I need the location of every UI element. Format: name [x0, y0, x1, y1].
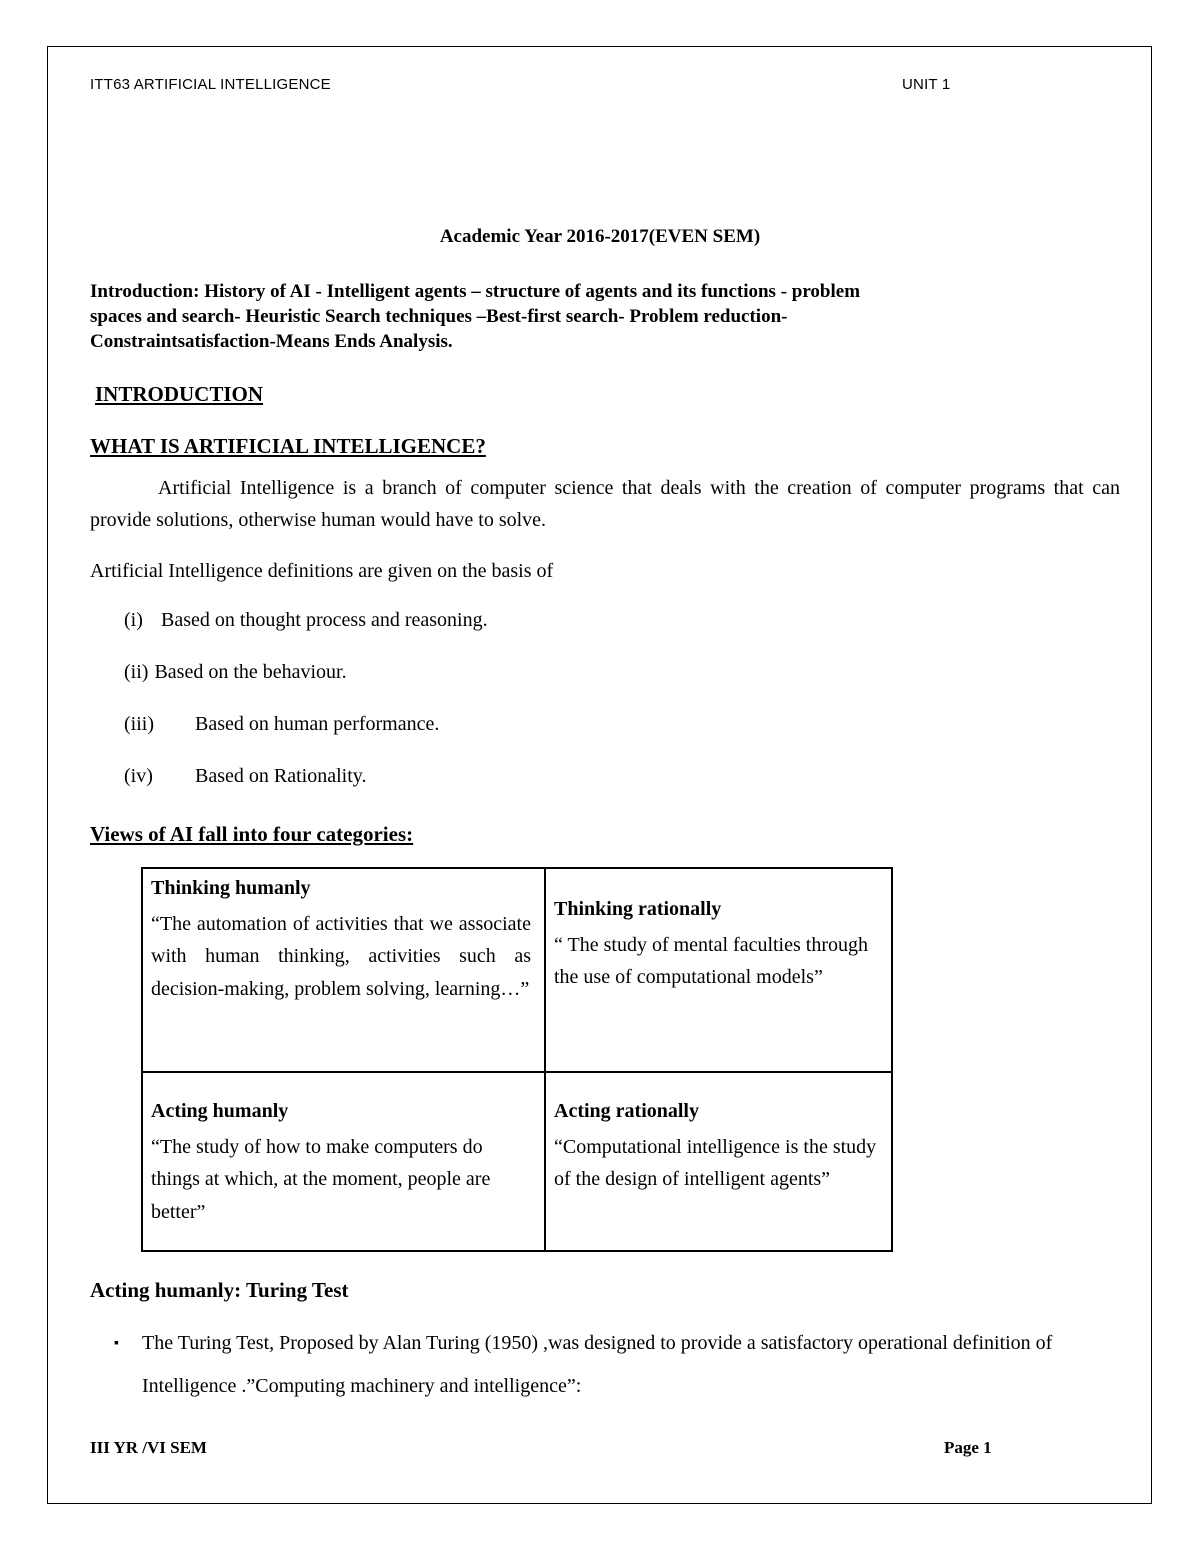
heading-views: Views of AI fall into four categories:: [90, 822, 414, 846]
cell-thinking-rationally: [554, 893, 889, 994]
list-item: [114, 1322, 1074, 1408]
definition-paragraph: Artificial Intelligence is a branch of computer science that deals with the creation of computer programs that can provide solutions, otherwise human would have to solve.: [90, 477, 1120, 531]
header-course: ITT63 ARTIFICIAL INTELLIGENCE: [90, 76, 331, 93]
cell-body: “The study of how to make computers do things at which, at the moment, people are better”: [151, 1135, 491, 1223]
list-item-number: (iii): [124, 713, 154, 735]
list-item: [124, 661, 347, 684]
syllabus-line: Constraintsatisfaction-Means Ends Analysis.: [90, 331, 453, 352]
list-item-text: Based on the behaviour.: [154, 661, 347, 683]
list-item-text: Based on thought process and reasoning.: [161, 609, 488, 631]
syllabus-line: spaces and search- Heuristic Search techniques –Best-first search- Problem reduction-: [90, 306, 788, 327]
list-item: [124, 609, 488, 632]
heading-what-is-ai: WHAT IS ARTIFICIAL INTELLIGENCE?: [90, 434, 486, 458]
bullet-text: The Turing Test, Proposed by Alan Turing (1950) ,was designed to provide a satisfactory operational definition of Intelligence .”Computing machinery and intelligence”:: [142, 1332, 1053, 1397]
header-unit: UNIT 1: [902, 76, 951, 93]
cell-acting-humanly: [151, 1095, 536, 1228]
cell-thinking-humanly: [151, 872, 531, 1005]
syllabus-block: [90, 279, 1050, 354]
cell-title: Acting humanly: [151, 1100, 289, 1122]
cell-body: “The automation of activities that we associate with human thinking, activities such as decision-making, problem solving, learning…”: [151, 912, 531, 1000]
syllabus-line: Introduction: History of AI - Intelligent agents – structure of agents and its functions - problem: [90, 281, 861, 302]
basis-paragraph: Artificial Intelligence definitions are given on the basis of: [90, 560, 554, 582]
list-item-number: (iv): [124, 765, 153, 787]
cell-title: Thinking humanly: [151, 877, 311, 899]
cell-body: “Computational intelligence is the study of the design of intelligent agents”: [554, 1135, 877, 1190]
list-item-text: Based on Rationality.: [195, 765, 367, 787]
bullet-icon: ▪: [114, 1336, 119, 1351]
cell-title: Acting rationally: [554, 1100, 699, 1122]
table-divider-horizontal: [143, 1071, 891, 1073]
footer-year-sem: III YR /VI SEM: [90, 1438, 207, 1457]
list-item-number: (ii): [124, 661, 149, 683]
cell-acting-rationally: [554, 1095, 889, 1196]
list-item-text: Based on human performance.: [195, 713, 440, 735]
heading-introduction: INTRODUCTION: [95, 382, 264, 406]
views-table: [141, 867, 893, 1252]
table-divider-vertical: [544, 869, 546, 1250]
academic-year-title: Academic Year 2016-2017(EVEN SEM): [439, 226, 761, 247]
list-item: [124, 765, 366, 788]
footer-page-number: Page 1: [944, 1438, 992, 1457]
list-item: [124, 713, 439, 736]
cell-body: “ The study of mental faculties through the use of computational models”: [554, 933, 868, 988]
heading-turing-test: Acting humanly: Turing Test: [90, 1278, 349, 1302]
list-item-number: (i): [124, 609, 143, 631]
cell-title: Thinking rationally: [554, 898, 722, 920]
